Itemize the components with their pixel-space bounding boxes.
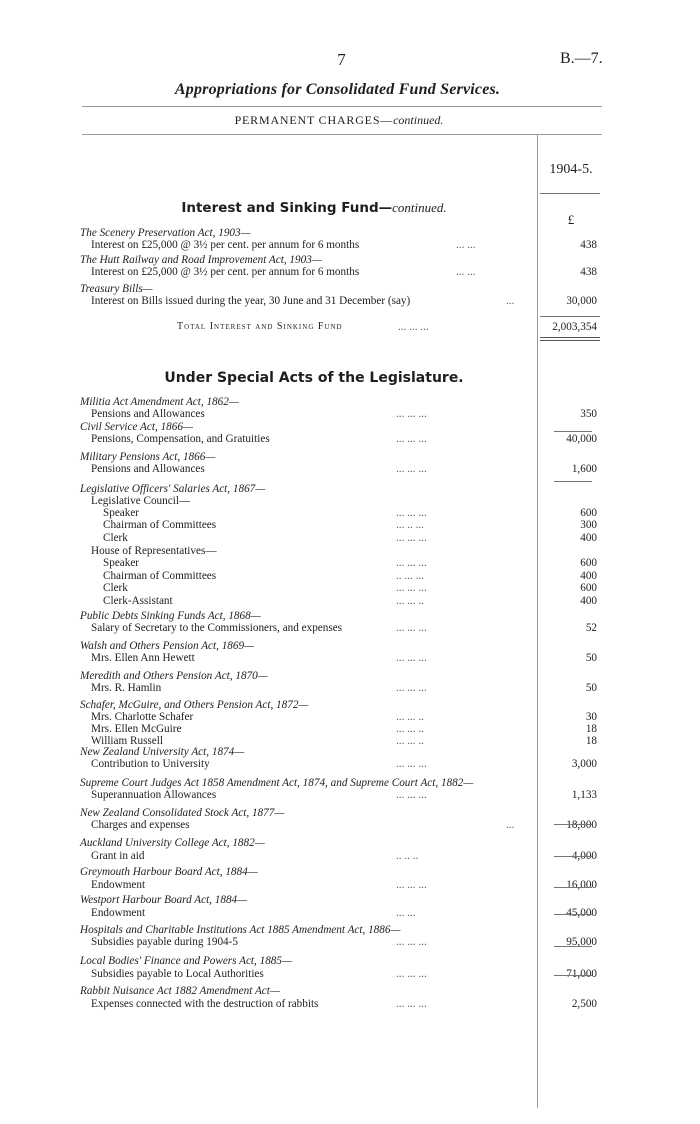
act-title: Walsh and Others Pension Act, 1869— <box>80 640 255 652</box>
item-row <box>0 819 700 831</box>
amount-value: 45,000 <box>566 907 597 919</box>
act-title: Greymouth Harbour Board Act, 1884— <box>80 866 258 878</box>
amount-value: 50 <box>585 682 597 694</box>
item-row <box>0 789 700 801</box>
amount-value: 300 <box>580 519 597 531</box>
item-description: Clerk-Assistant <box>103 595 173 607</box>
item-row <box>0 723 700 735</box>
item-description: Speaker <box>103 507 140 519</box>
item-description: Interest on £25,000 @ 3½ per cent. per annum for 6 months <box>91 239 360 251</box>
act-title-row <box>0 227 700 239</box>
leader-dots: ... ... ... <box>396 936 427 948</box>
item-row <box>0 582 700 594</box>
act-title: Meredith and Others Pension Act, 1870— <box>80 670 268 682</box>
amount-value: 350 <box>580 408 597 420</box>
item-description: Salary of Secretary to the Commissioners, and expenses <box>91 622 343 634</box>
act-title-row <box>0 396 700 408</box>
amount-value: 438 <box>580 239 597 251</box>
item-description: Chairman of Committees <box>103 519 217 531</box>
amount-value: 3,000 <box>571 758 597 770</box>
amount-value: 52 <box>585 622 597 634</box>
leader-dots: ... ... ... <box>396 968 427 980</box>
column-year-heading: 1904-5. <box>549 162 593 177</box>
total-label: Total Interest and Sinking Fund <box>177 321 343 332</box>
amount-value: 40,000 <box>566 433 597 445</box>
amount-value: 400 <box>580 532 597 544</box>
leader-dots: ... ... ... <box>396 879 427 891</box>
item-description: Grant in aid <box>91 850 145 862</box>
item-description: Charges and expenses <box>91 819 190 831</box>
amount-value: 400 <box>580 595 597 607</box>
leader-dots: ... ... ... <box>396 433 427 445</box>
total-rule-double <box>540 337 600 341</box>
document-reference: B.—7. <box>560 50 603 67</box>
section-heading-special-acts: Under Special Acts of the Legislature. <box>164 370 464 386</box>
item-description: Expenses connected with the destruction of rabbits <box>91 998 319 1010</box>
item-description: Interest on Bills issued during the year, 30 June and 31 December (say) <box>91 295 411 307</box>
act-title-row <box>0 807 700 819</box>
item-row <box>0 495 700 507</box>
item-row <box>0 266 700 278</box>
item-description: Mrs. Ellen Ann Hewett <box>91 652 195 664</box>
act-title: Hospitals and Charitable Institutions Act 1885 Amendment Act, 1886— <box>80 924 401 936</box>
act-title-row <box>0 610 700 622</box>
act-title-row <box>0 985 700 997</box>
total-row <box>0 321 700 333</box>
amount-separator-rule <box>554 824 592 825</box>
act-title: Schafer, McGuire, and Others Pension Act, 1872— <box>80 699 309 711</box>
leader-dots: ... ... .. <box>396 595 424 607</box>
leader-dots: ... <box>506 295 515 307</box>
act-title: Public Debts Sinking Funds Act, 1868— <box>80 610 261 622</box>
item-description: Mrs. R. Hamlin <box>91 682 162 694</box>
leader-dots: ... ... ... <box>396 532 427 544</box>
item-description: Chairman of Committees <box>103 570 217 582</box>
item-description: Superannuation Allowances <box>91 789 217 801</box>
leader-dots: ... <box>506 819 515 831</box>
amount-separator-rule <box>554 946 592 947</box>
year-heading-rule <box>540 193 600 194</box>
act-title-row <box>0 254 700 266</box>
page-title: Appropriations for Consolidated Fund Services. <box>174 81 501 98</box>
amount-value: 2,500 <box>571 998 597 1010</box>
act-title-row <box>0 451 700 463</box>
amount-separator-rule <box>554 856 592 857</box>
leader-dots: ... ... ... <box>396 682 427 694</box>
act-title-row <box>0 640 700 652</box>
item-row <box>0 463 700 475</box>
page-subtitle <box>0 113 678 128</box>
item-description: Speaker <box>103 557 140 569</box>
total-rule-top <box>540 316 600 317</box>
leader-dots: .. .. .. <box>396 850 419 862</box>
act-title-row <box>0 894 700 906</box>
item-row <box>0 936 700 948</box>
act-title: Treasury Bills— <box>80 283 153 295</box>
page-number: 7 <box>337 50 346 69</box>
total-leader-dots: ... ... ... <box>398 321 429 333</box>
item-description: Pensions, Compensation, and Gratuities <box>91 433 270 445</box>
item-row <box>0 295 700 307</box>
currency-unit: £ <box>567 212 575 227</box>
item-description: Subsidies payable to Local Authorities <box>91 968 264 980</box>
item-description: House of Representatives— <box>91 545 217 557</box>
section-heading-interest <box>0 200 628 216</box>
act-title: Legislative Officers' Salaries Act, 1867— <box>80 483 266 495</box>
item-row <box>0 519 700 531</box>
item-row <box>0 968 700 980</box>
leader-dots: ... ... ... <box>396 582 427 594</box>
subtitle-continued: continued. <box>393 113 444 127</box>
item-description: Mrs. Charlotte Schafer <box>91 711 194 723</box>
item-row <box>0 682 700 694</box>
leader-dots: ... .. ... <box>396 519 424 531</box>
item-description: Mrs. Ellen McGuire <box>91 723 182 735</box>
section-heading-interest-text: Interest and Sinking Fund— <box>181 200 393 216</box>
item-row <box>0 711 700 723</box>
item-row <box>0 239 700 251</box>
item-description: William Russell <box>91 735 163 747</box>
amount-value: 1,600 <box>571 463 597 475</box>
item-description: Clerk <box>103 582 128 594</box>
item-row <box>0 570 700 582</box>
amount-value: 16,000 <box>566 879 597 891</box>
amount-value: 1,133 <box>571 789 597 801</box>
title-rule <box>82 106 602 107</box>
item-row <box>0 557 700 569</box>
amount-value: 18 <box>585 723 597 735</box>
item-row <box>0 595 700 607</box>
item-description: Pensions and Allowances <box>91 408 205 420</box>
item-row <box>0 758 700 770</box>
amount-value: 71,000 <box>566 968 597 980</box>
leader-dots: ... ... <box>456 239 476 251</box>
act-title-row <box>0 955 700 967</box>
item-row <box>0 652 700 664</box>
amount-value: 95,000 <box>566 936 597 948</box>
amount-separator-rule <box>554 914 592 915</box>
leader-dots: ... ... ... <box>396 463 427 475</box>
act-title-row <box>0 421 700 433</box>
leader-dots: ... ... ... <box>396 622 427 634</box>
item-row <box>0 879 700 891</box>
act-title-row <box>0 866 700 878</box>
act-title: Military Pensions Act, 1866— <box>80 451 216 463</box>
act-title: Supreme Court Judges Act 1858 Amendment Act, 1874, and Supreme Court Act, 1882— <box>80 777 474 789</box>
leader-dots: ... ... <box>396 907 416 919</box>
total-amount: 2,003,354 <box>552 321 597 333</box>
amount-separator-rule <box>554 481 592 482</box>
amount-value: 30,000 <box>566 295 597 307</box>
item-row <box>0 545 700 557</box>
leader-dots: ... ... ... <box>396 408 427 420</box>
leader-dots: ... ... ... <box>396 998 427 1010</box>
leader-dots: .. ... ... <box>396 570 424 582</box>
act-title-row <box>0 699 700 711</box>
act-title: New Zealand University Act, 1874— <box>80 746 245 758</box>
act-title: Militia Act Amendment Act, 1862— <box>80 396 239 408</box>
act-title: Rabbit Nuisance Act 1882 Amendment Act— <box>80 985 280 997</box>
item-row <box>0 408 700 420</box>
item-row <box>0 433 700 445</box>
act-title-row <box>0 483 700 495</box>
amount-value: 4,000 <box>571 850 597 862</box>
act-title: Local Bodies' Finance and Powers Act, 1885— <box>80 955 292 967</box>
amount-separator-rule <box>554 975 592 976</box>
amount-value: 600 <box>580 582 597 594</box>
act-title: The Scenery Preservation Act, 1903— <box>80 227 251 239</box>
item-row <box>0 998 700 1010</box>
item-description: Legislative Council— <box>91 495 191 507</box>
act-title: Westport Harbour Board Act, 1884— <box>80 894 248 906</box>
amount-separator-rule <box>554 431 592 432</box>
amount-value: 600 <box>580 507 597 519</box>
subtitle-main: PERMANENT CHARGES— <box>234 113 394 127</box>
act-title-row <box>0 837 700 849</box>
amount-value: 50 <box>585 652 597 664</box>
item-description: Subsidies payable during 1904-5 <box>91 936 238 948</box>
act-title-row <box>0 924 700 936</box>
leader-dots: ... ... .. <box>396 735 424 747</box>
amount-value: 438 <box>580 266 597 278</box>
item-description: Endowment <box>91 879 146 891</box>
item-description: Contribution to University <box>91 758 210 770</box>
amount-separator-rule <box>554 887 592 888</box>
leader-dots: ... ... <box>456 266 476 278</box>
act-title: The Hutt Railway and Road Improvement Act, 1903— <box>80 254 322 266</box>
item-row <box>0 532 700 544</box>
act-title-row <box>0 670 700 682</box>
section-heading-continued: continued. <box>392 200 447 215</box>
subtitle-rule <box>82 134 602 135</box>
item-description: Interest on £25,000 @ 3½ per cent. per annum for 6 months <box>91 266 360 278</box>
act-title: Auckland University College Act, 1882— <box>80 837 265 849</box>
amount-value: 30 <box>585 711 597 723</box>
item-row <box>0 907 700 919</box>
item-description: Endowment <box>91 907 146 919</box>
leader-dots: ... ... ... <box>396 557 427 569</box>
act-title-row <box>0 746 700 758</box>
amount-value: 400 <box>580 570 597 582</box>
leader-dots: ... ... ... <box>396 652 427 664</box>
leader-dots: ... ... ... <box>396 758 427 770</box>
amount-value: 600 <box>580 557 597 569</box>
leader-dots: ... ... ... <box>396 789 427 801</box>
act-title-row <box>0 777 700 789</box>
leader-dots: ... ... ... <box>396 507 427 519</box>
item-row <box>0 507 700 519</box>
amount-value: 18,000 <box>566 819 597 831</box>
act-title: New Zealand Consolidated Stock Act, 1877— <box>80 807 285 819</box>
item-row <box>0 850 700 862</box>
act-title: Civil Service Act, 1866— <box>80 421 193 433</box>
amount-value: 18 <box>585 735 597 747</box>
item-description: Pensions and Allowances <box>91 463 205 475</box>
act-title-row <box>0 283 700 295</box>
leader-dots: ... ... .. <box>396 723 424 735</box>
item-row <box>0 622 700 634</box>
item-description: Clerk <box>103 532 128 544</box>
leader-dots: ... ... .. <box>396 711 424 723</box>
